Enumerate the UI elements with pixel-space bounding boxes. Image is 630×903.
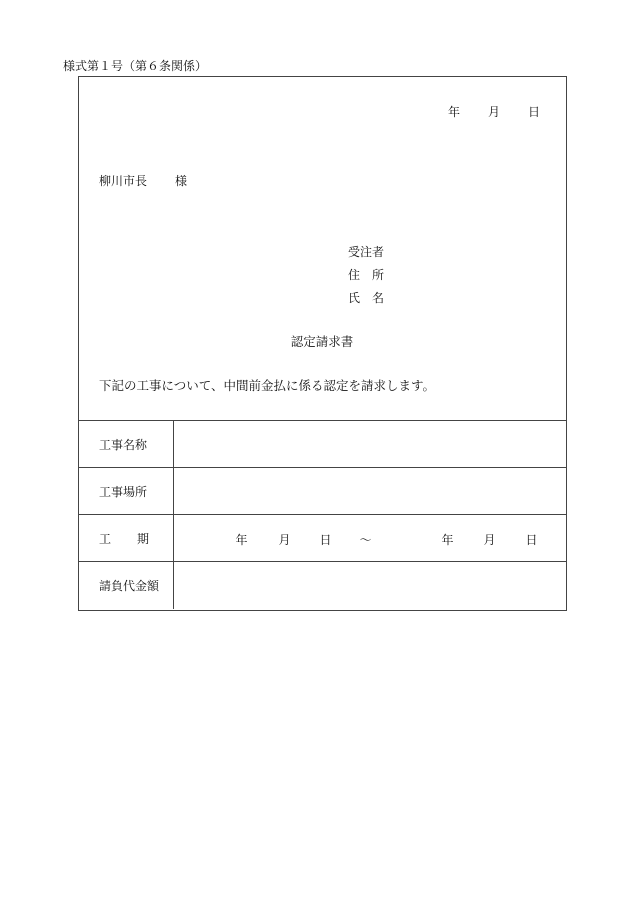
contract-amount-label: 請負代金額 [78,562,173,609]
table-row-construction-period [78,515,567,562]
construction-name-field[interactable] [173,421,567,468]
period-end-day: 日 [525,533,538,547]
date-year-label: 年 [448,105,461,119]
addressee-honorific: 様 [175,174,188,188]
date-month-label: 月 [488,105,501,119]
construction-period-field[interactable] [173,515,567,562]
addressee [99,172,187,189]
table-row-contract-amount [78,562,567,609]
period-end-month: 月 [483,533,496,547]
submission-date [448,103,540,120]
form-number: 様式第１号（第６条関係） [63,59,208,73]
construction-period-label: 工 期 [78,515,173,562]
construction-location-label: 工事場所 [78,468,173,515]
contract-amount-field[interactable] [173,562,567,609]
sender-block [348,241,384,310]
period-start-year: 年 [235,533,248,547]
period-start-month: 月 [278,533,291,547]
table-row-construction-name [78,421,567,468]
sender-role: 受注者 [348,245,385,259]
period-start-day: 日 [319,533,332,547]
period-end-year: 年 [441,533,454,547]
request-statement: 下記の工事について、中間前金払に係る認定を請求します。 [99,378,436,393]
document-title: 認定請求書 [290,334,354,349]
date-day-label: 日 [528,105,541,119]
period-separator: ～ [359,533,372,547]
construction-name-label: 工事名称 [78,421,173,468]
sender-address-label: 住 所 [348,268,385,282]
details-table [78,420,567,609]
construction-location-field[interactable] [173,468,567,515]
addressee-name: 柳川市長 [99,174,148,188]
sender-name-label: 氏 名 [348,291,385,305]
table-row-construction-location [78,468,567,515]
